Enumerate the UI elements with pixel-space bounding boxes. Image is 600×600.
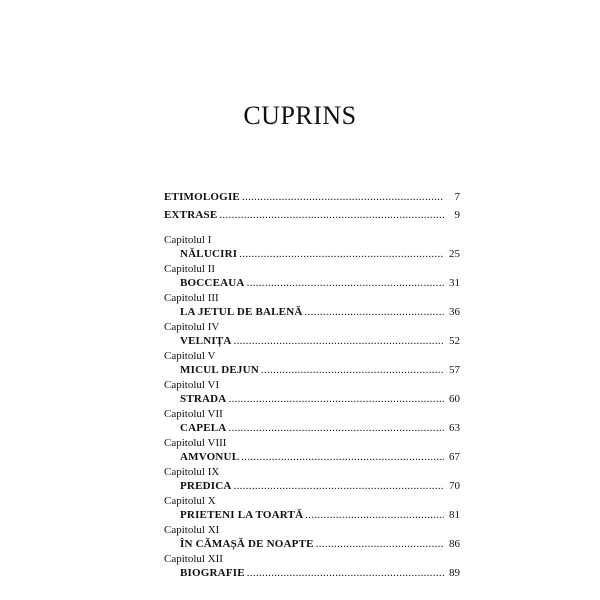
toc-entry-page: 9: [454, 209, 460, 221]
chapter-heading: Capitolul X: [164, 495, 216, 507]
dot-leader: [261, 363, 444, 377]
toc-entry: [164, 450, 460, 464]
chapter-list: [164, 234, 460, 580]
page-title: CUPRINS: [243, 101, 357, 130]
chapter-heading: Capitolul XI: [164, 524, 220, 536]
toc-entry: [164, 305, 460, 319]
toc-chapter: [164, 408, 460, 435]
table-of-contents: [164, 190, 460, 582]
toc-entry: [164, 566, 460, 580]
toc-entry: [164, 537, 460, 551]
toc-entry-page: 63: [449, 422, 460, 434]
chapter-heading: Capitolul IV: [164, 321, 220, 333]
toc-entry-label: LA JETUL DE BALENĂ: [180, 306, 303, 318]
toc-entry: [164, 392, 460, 406]
toc-entry-label: CAPELA: [180, 422, 227, 434]
chapter-heading: Capitolul I: [164, 234, 212, 246]
chapter-heading: Capitolul VI: [164, 379, 220, 391]
toc-entry: [164, 421, 460, 435]
toc-entry-page: 86: [449, 538, 460, 550]
dot-leader: [234, 334, 444, 348]
toc-chapter: [164, 263, 460, 290]
toc-entry-page: 89: [449, 567, 460, 579]
dot-leader: [241, 450, 444, 464]
toc-entry-label: ETIMOLOGIE: [164, 191, 240, 203]
toc-chapter: [164, 379, 460, 406]
dot-leader: [228, 421, 444, 435]
dot-leader: [242, 190, 444, 204]
toc-entry-page: 31: [449, 277, 460, 289]
dot-leader: [247, 276, 444, 290]
dot-leader: [234, 479, 444, 493]
toc-entry-label: STRADA: [180, 393, 227, 405]
chapter-heading: Capitolul VII: [164, 408, 223, 420]
toc-entry-label: AMVONUL: [180, 451, 240, 463]
toc-chapter: [164, 292, 460, 319]
dot-leader: [228, 392, 444, 406]
toc-entry-page: 81: [449, 509, 460, 521]
toc-entry-label: VELNIȚA: [180, 335, 232, 347]
toc-chapter: [164, 350, 460, 377]
toc-chapter: [164, 321, 460, 348]
toc-entry-page: 60: [449, 393, 460, 405]
toc-entry-label: NĂLUCIRI: [180, 248, 238, 260]
chapter-heading: Capitolul V: [164, 350, 216, 362]
toc-entry-page: 70: [449, 480, 460, 492]
toc-chapter: [164, 466, 460, 493]
toc-entry-page: 52: [449, 335, 460, 347]
toc-chapter: [164, 524, 460, 551]
toc-entry-etimologie: [164, 190, 460, 204]
toc-entry-label: EXTRASE: [164, 209, 218, 221]
toc-entry-label: MICUL DEJUN: [180, 364, 259, 376]
toc-entry-extrase: [164, 208, 460, 222]
toc-entry-page: 25: [449, 248, 460, 260]
toc-entry: [164, 276, 460, 290]
dot-leader: [305, 508, 444, 522]
toc-entry-label: ÎN CĂMAȘĂ DE NOAPTE: [180, 538, 314, 550]
chapter-heading: Capitolul II: [164, 263, 216, 275]
toc-entry: [164, 508, 460, 522]
chapter-heading: Capitolul III: [164, 292, 219, 304]
toc-entry-label: PREDICA: [180, 480, 232, 492]
chapter-heading: Capitolul IX: [164, 466, 220, 478]
toc-chapter: [164, 437, 460, 464]
dot-leader: [305, 305, 445, 319]
dot-leader: [219, 208, 444, 222]
toc-chapter: [164, 495, 460, 522]
toc-entry-page: 57: [449, 364, 460, 376]
toc-chapter: [164, 553, 460, 580]
toc-entry: [164, 479, 460, 493]
toc-entry-page: 36: [449, 306, 460, 318]
toc-entry-label: BIOGRAFIE: [180, 567, 245, 579]
toc-entry-label: BOCCEAUA: [180, 277, 245, 289]
toc-entry-page: 67: [449, 451, 460, 463]
toc-entry-label: PRIETENI LA TOARTĂ: [180, 509, 304, 521]
toc-entry: [164, 363, 460, 377]
toc-entry-page: 7: [454, 191, 460, 203]
dot-leader: [316, 537, 444, 551]
dot-leader: [239, 247, 444, 261]
toc-entry: [164, 334, 460, 348]
chapter-heading: Capitolul VIII: [164, 437, 227, 449]
toc-chapter: [164, 234, 460, 261]
chapter-heading: Capitolul XII: [164, 553, 223, 565]
toc-entry: [164, 247, 460, 261]
dot-leader: [247, 566, 444, 580]
